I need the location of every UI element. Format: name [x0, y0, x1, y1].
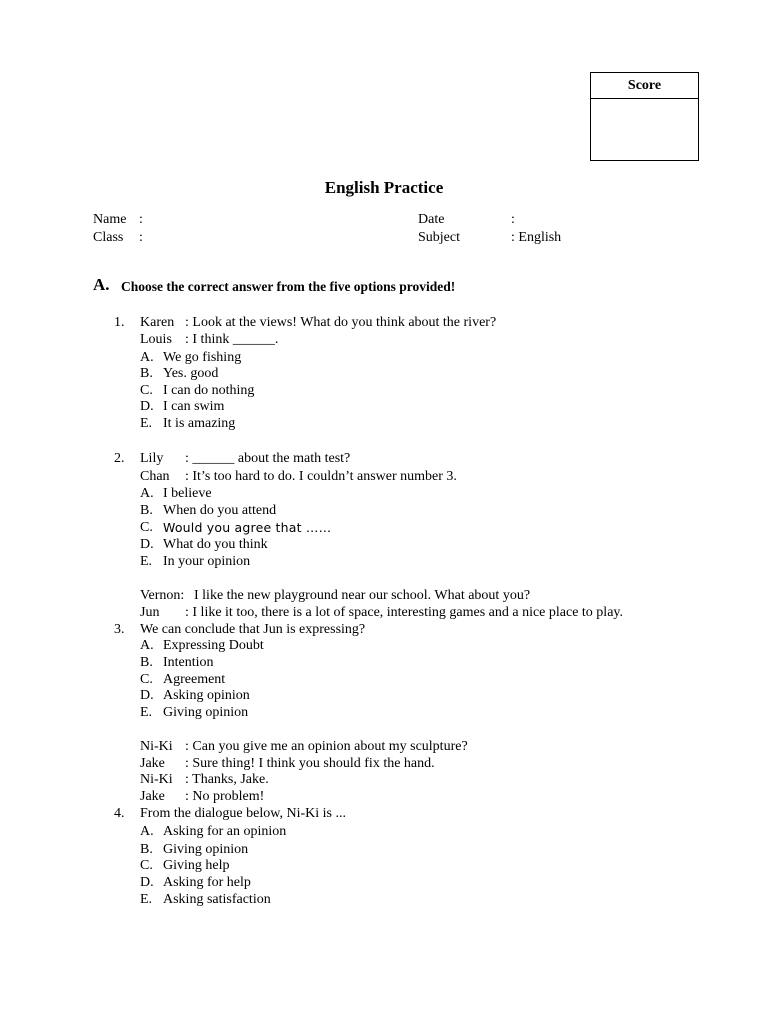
option-letter: C. — [140, 672, 153, 687]
option-letter: B. — [140, 842, 153, 857]
dialogue-text: : ______ about the math test? — [185, 451, 351, 466]
option-text: Giving opinion — [163, 705, 249, 720]
option-letter: D. — [140, 399, 154, 414]
dialogue-speaker: Ni-Ki — [140, 739, 173, 754]
option-letter: B. — [140, 655, 153, 670]
option-letter: A. — [140, 638, 154, 653]
dialogue-text: I like the new playground near our school. What about you? — [194, 588, 531, 603]
dialogue-speaker: Vernon: — [140, 588, 185, 603]
option-text: When do you attend — [163, 503, 277, 518]
dialogue-text: : Look at the views! What do you think about the river? — [185, 315, 497, 330]
option-letter: E. — [140, 554, 153, 569]
option-letter: D. — [140, 537, 154, 552]
option-text: Giving help — [163, 858, 230, 873]
dialogue-speaker: Jake — [140, 756, 165, 771]
option-text: Asking opinion — [163, 688, 250, 703]
option-text: Yes. good — [163, 366, 219, 381]
score-label: Score — [591, 73, 698, 99]
option-letter: C. — [140, 520, 153, 535]
dialogue-text: : I like it too, there is a lot of space, interesting games and a nice place to play. — [185, 605, 623, 620]
dialogue-speaker: Jun — [140, 605, 160, 620]
option-letter: E. — [140, 892, 153, 907]
option-letter: E. — [140, 416, 153, 431]
name-label: Name — [93, 212, 127, 227]
option-letter: A. — [140, 824, 154, 839]
dialogue-speaker: Karen — [140, 315, 175, 330]
option-letter: C. — [140, 858, 153, 873]
option-text: I believe — [163, 486, 212, 501]
option-text: What do you think — [163, 537, 268, 552]
subject-label: Subject — [418, 230, 460, 245]
dialogue-speaker: Louis — [140, 332, 172, 347]
option-text: I can do nothing — [163, 383, 255, 398]
dialogue-text: : Thanks, Jake. — [185, 772, 269, 787]
option-text: It is amazing — [163, 416, 236, 431]
dialogue-text: : Sure thing! I think you should fix the hand. — [185, 756, 435, 771]
date-colon: : — [511, 212, 515, 227]
option-text: Asking for help — [163, 875, 251, 890]
option-text: In your opinion — [163, 554, 251, 569]
option-text: Giving opinion — [163, 842, 249, 857]
option-letter: D. — [140, 688, 154, 703]
option-text: Expressing Doubt — [163, 638, 264, 653]
question-number: 4. — [114, 806, 125, 821]
dialogue-speaker: Ni-Ki — [140, 772, 173, 787]
date-label: Date — [418, 212, 445, 227]
subject-value: : English — [511, 230, 562, 245]
option-text: Intention — [163, 655, 214, 670]
option-letter: B. — [140, 503, 153, 518]
option-letter: E. — [140, 705, 153, 720]
dialogue-text: : It’s too hard to do. I couldn’t answer number 3. — [185, 469, 457, 484]
question-text: From the dialogue below, Ni-Ki is ... — [140, 806, 346, 821]
page-title: English Practice — [324, 178, 444, 197]
option-letter: D. — [140, 875, 154, 890]
class-label: Class — [93, 230, 124, 245]
class-colon: : — [139, 230, 143, 245]
dialogue-speaker: Jake — [140, 789, 165, 804]
section-letter: A. — [93, 275, 110, 294]
option-text: Asking satisfaction — [163, 892, 271, 907]
option-letter: A. — [140, 350, 154, 365]
option-text: Asking for an opinion — [163, 824, 287, 839]
question-number: 3. — [114, 622, 125, 637]
dialogue-speaker: Lily — [140, 451, 164, 466]
name-colon: : — [139, 212, 143, 227]
option-text: Agreement — [163, 672, 226, 687]
option-text: Would you agree that …… — [163, 520, 332, 535]
question-number: 1. — [114, 315, 125, 330]
score-box — [590, 72, 699, 161]
option-letter: A. — [140, 486, 154, 501]
option-letter: B. — [140, 366, 153, 381]
question-number: 2. — [114, 451, 125, 466]
option-text: We go fishing — [163, 350, 242, 365]
dialogue-speaker: Chan — [140, 469, 170, 484]
option-letter: C. — [140, 383, 153, 398]
question-text: We can conclude that Jun is expressing? — [140, 622, 366, 637]
dialogue-text: : No problem! — [185, 789, 265, 804]
section-instruction: Choose the correct answer from the five options provided! — [121, 279, 456, 294]
dialogue-text: : Can you give me an opinion about my sculpture? — [185, 739, 468, 754]
dialogue-text: : I think ______. — [185, 332, 279, 347]
option-text: I can swim — [163, 399, 225, 414]
